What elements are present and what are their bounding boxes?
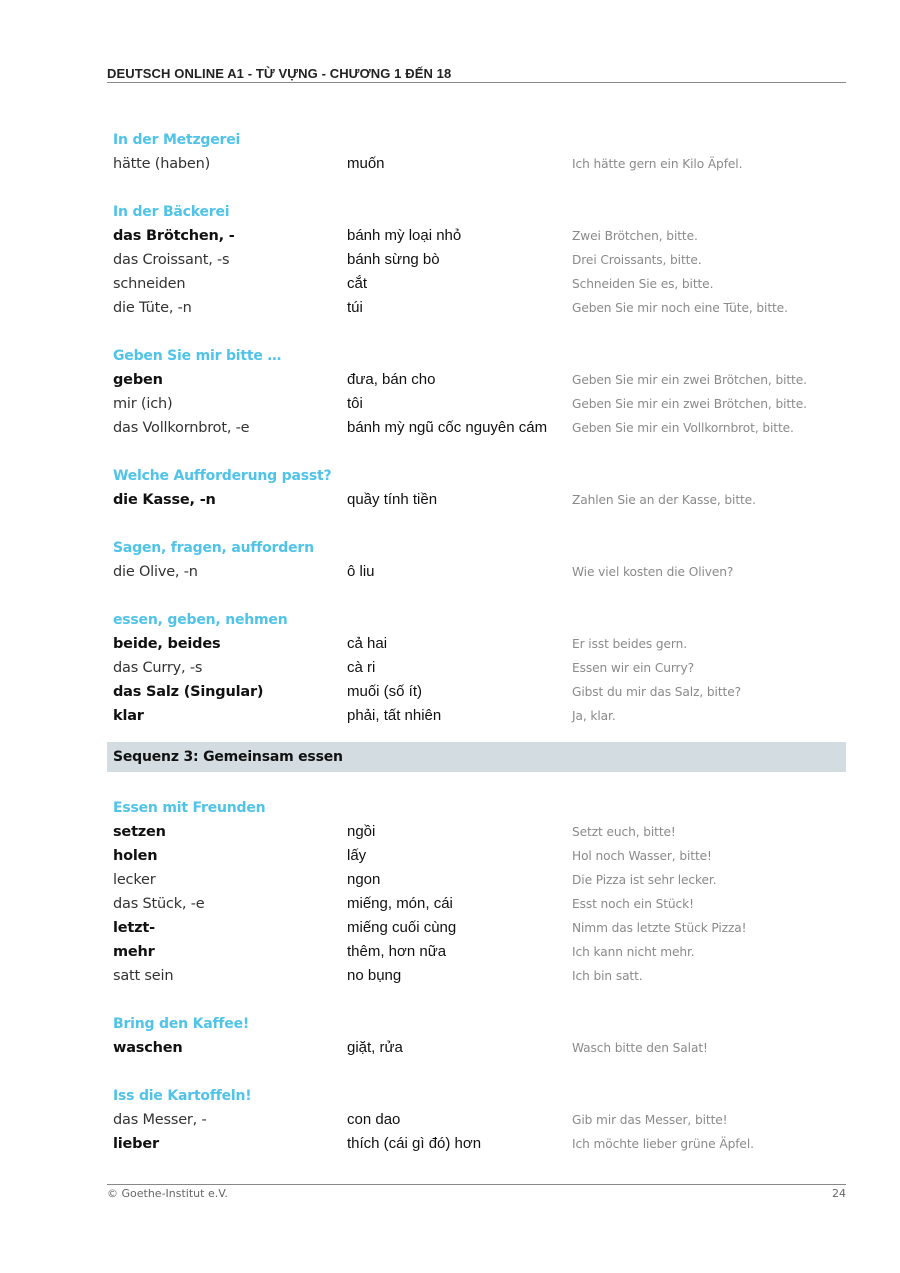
section-title: Bring den Kaffee!	[113, 1016, 250, 1032]
section-title: essen, geben, nehmen	[113, 612, 288, 628]
german-term: schneiden	[113, 276, 186, 292]
vocab-row	[107, 248, 846, 272]
vocabulary-group-sequence-2	[107, 128, 846, 728]
vocab-row	[107, 272, 846, 296]
vietnamese-translation: đưa, bán cho	[347, 371, 436, 388]
vocab-section	[107, 1084, 846, 1156]
vocab-row	[107, 892, 846, 916]
example-sentence: Schneiden Sie es, bitte.	[572, 277, 714, 291]
example-sentence: Wasch bitte den Salat!	[572, 1041, 708, 1055]
vocab-row	[107, 368, 846, 392]
vocab-section	[107, 796, 846, 988]
copyright: © Goethe-Institut e.V.	[107, 1187, 228, 1200]
german-term: das Curry, -s	[113, 660, 203, 676]
vocab-row	[107, 844, 846, 868]
vietnamese-translation: thích (cái gì đó) hơn	[347, 1135, 482, 1152]
vietnamese-translation: bánh mỳ ngũ cốc nguyên cám	[347, 419, 548, 436]
vietnamese-translation: giặt, rửa	[347, 1039, 403, 1056]
vocabulary-content	[107, 128, 846, 1156]
example-sentence: Ja, klar.	[572, 709, 616, 723]
german-term: die Olive, -n	[113, 564, 198, 580]
example-sentence: Essen wir ein Curry?	[572, 661, 694, 675]
vocab-row	[107, 868, 846, 892]
vocab-row	[107, 1132, 846, 1156]
vietnamese-translation: phải, tất nhiên	[347, 707, 442, 724]
german-term: die Kasse, -n	[113, 492, 216, 508]
german-term: mehr	[113, 944, 155, 960]
vietnamese-translation: tôi	[347, 395, 363, 412]
vietnamese-translation: cả hai	[347, 635, 388, 652]
example-sentence: Gib mir das Messer, bitte!	[572, 1113, 728, 1127]
german-term: letzt-	[113, 920, 155, 936]
page-number: 24	[832, 1187, 846, 1200]
vocab-row	[107, 296, 846, 320]
german-term: setzen	[113, 824, 166, 840]
german-term: satt sein	[113, 968, 174, 984]
example-sentence: Hol noch Wasser, bitte!	[572, 849, 712, 863]
vocab-row	[107, 964, 846, 988]
example-sentence: Ich kann nicht mehr.	[572, 945, 695, 959]
vietnamese-translation: ô liu	[347, 563, 375, 580]
example-sentence: Geben Sie mir ein zwei Brötchen, bitte.	[572, 397, 807, 411]
sequence-band: Sequenz 3: Gemeinsam essen	[107, 742, 846, 772]
vocab-row	[107, 416, 846, 440]
german-term: hätte (haben)	[113, 156, 211, 172]
vietnamese-translation: bánh sừng bò	[347, 251, 440, 268]
vietnamese-translation: ngon	[347, 871, 381, 888]
example-sentence: Er isst beides gern.	[572, 637, 688, 651]
example-sentence: Zwei Brötchen, bitte.	[572, 229, 698, 243]
vocab-row	[107, 916, 846, 940]
german-term: geben	[113, 372, 163, 388]
german-term: das Salz (Singular)	[113, 684, 264, 700]
example-sentence: Geben Sie mir noch eine Tüte, bitte.	[572, 301, 788, 315]
example-sentence: Wie viel kosten die Oliven?	[572, 565, 734, 579]
vocab-row	[107, 1108, 846, 1132]
vietnamese-translation: túi	[347, 299, 363, 316]
vocab-section	[107, 200, 846, 320]
example-sentence: Esst noch ein Stück!	[572, 897, 694, 911]
example-sentence: Geben Sie mir ein Vollkornbrot, bitte.	[572, 421, 794, 435]
german-term: das Stück, -e	[113, 896, 205, 912]
vocab-row	[107, 152, 846, 176]
example-sentence: Ich hätte gern ein Kilo Äpfel.	[572, 157, 743, 171]
vocab-row	[107, 704, 846, 728]
vocab-row	[107, 560, 846, 584]
german-term: das Brötchen, -	[113, 228, 235, 244]
example-sentence: Geben Sie mir ein zwei Brötchen, bitte.	[572, 373, 807, 387]
vietnamese-translation: no bụng	[347, 967, 402, 984]
footer-rule	[107, 1184, 846, 1185]
vietnamese-translation: bánh mỳ loại nhỏ	[347, 227, 462, 244]
vocab-section	[107, 608, 846, 728]
example-sentence: Ich bin satt.	[572, 969, 643, 983]
vietnamese-translation: con dao	[347, 1111, 401, 1128]
vietnamese-translation: miếng cuối cùng	[347, 919, 457, 936]
vietnamese-translation: quầy tính tiền	[347, 491, 438, 508]
german-term: das Messer, -	[113, 1112, 207, 1128]
vocab-section	[107, 536, 846, 584]
german-term: mir (ich)	[113, 396, 173, 412]
section-title: Iss die Kartoffeln!	[113, 1088, 252, 1104]
german-term: das Croissant, -s	[113, 252, 230, 268]
vocab-row	[107, 488, 846, 512]
german-term: holen	[113, 848, 158, 864]
vocab-row	[107, 940, 846, 964]
example-sentence: Setzt euch, bitte!	[572, 825, 676, 839]
vocab-row	[107, 632, 846, 656]
example-sentence: Nimm das letzte Stück Pizza!	[572, 921, 747, 935]
german-term: beide, beides	[113, 636, 221, 652]
vocab-row	[107, 656, 846, 680]
vocab-section	[107, 128, 846, 176]
section-title: Welche Aufforderung passt?	[113, 468, 332, 484]
vietnamese-translation: ngồi	[347, 823, 376, 840]
header-rule	[107, 82, 846, 83]
section-title: In der Metzgerei	[113, 132, 241, 148]
vietnamese-translation: cắt	[347, 275, 368, 292]
section-title: Sagen, fragen, auffordern	[113, 540, 314, 556]
german-term: lieber	[113, 1136, 159, 1152]
vietnamese-translation: lấy	[347, 847, 367, 864]
vocab-row	[107, 680, 846, 704]
vocab-section	[107, 464, 846, 512]
vocab-section	[107, 344, 846, 440]
vietnamese-translation: miếng, món, cái	[347, 895, 453, 912]
section-title: Essen mit Freunden	[113, 800, 266, 816]
vocab-section	[107, 1012, 846, 1060]
vocabulary-group-sequence-3	[107, 796, 846, 1156]
german-term: das Vollkornbrot, -e	[113, 420, 250, 436]
vietnamese-translation: muốn	[347, 155, 385, 172]
vocab-row	[107, 392, 846, 416]
example-sentence: Drei Croissants, bitte.	[572, 253, 702, 267]
german-term: waschen	[113, 1040, 183, 1056]
vocab-row	[107, 820, 846, 844]
example-sentence: Die Pizza ist sehr lecker.	[572, 873, 717, 887]
german-term: die Tüte, -n	[113, 300, 192, 316]
vocab-row	[107, 1036, 846, 1060]
example-sentence: Gibst du mir das Salz, bitte?	[572, 685, 741, 699]
german-term: klar	[113, 708, 144, 724]
document-header: DEUTSCH ONLINE A1 - TỪ VỰNG - CHƯƠNG 1 ĐẾN 18	[107, 66, 452, 81]
section-title: In der Bäckerei	[113, 204, 230, 220]
example-sentence: Ich möchte lieber grüne Äpfel.	[572, 1137, 754, 1151]
example-sentence: Zahlen Sie an der Kasse, bitte.	[572, 493, 756, 507]
vietnamese-translation: thêm, hơn nữa	[347, 943, 447, 960]
german-term: lecker	[113, 872, 156, 888]
section-title: Geben Sie mir bitte …	[113, 348, 282, 364]
vietnamese-translation: cà ri	[347, 659, 376, 676]
vocab-row	[107, 224, 846, 248]
vietnamese-translation: muối (số ít)	[347, 683, 423, 700]
